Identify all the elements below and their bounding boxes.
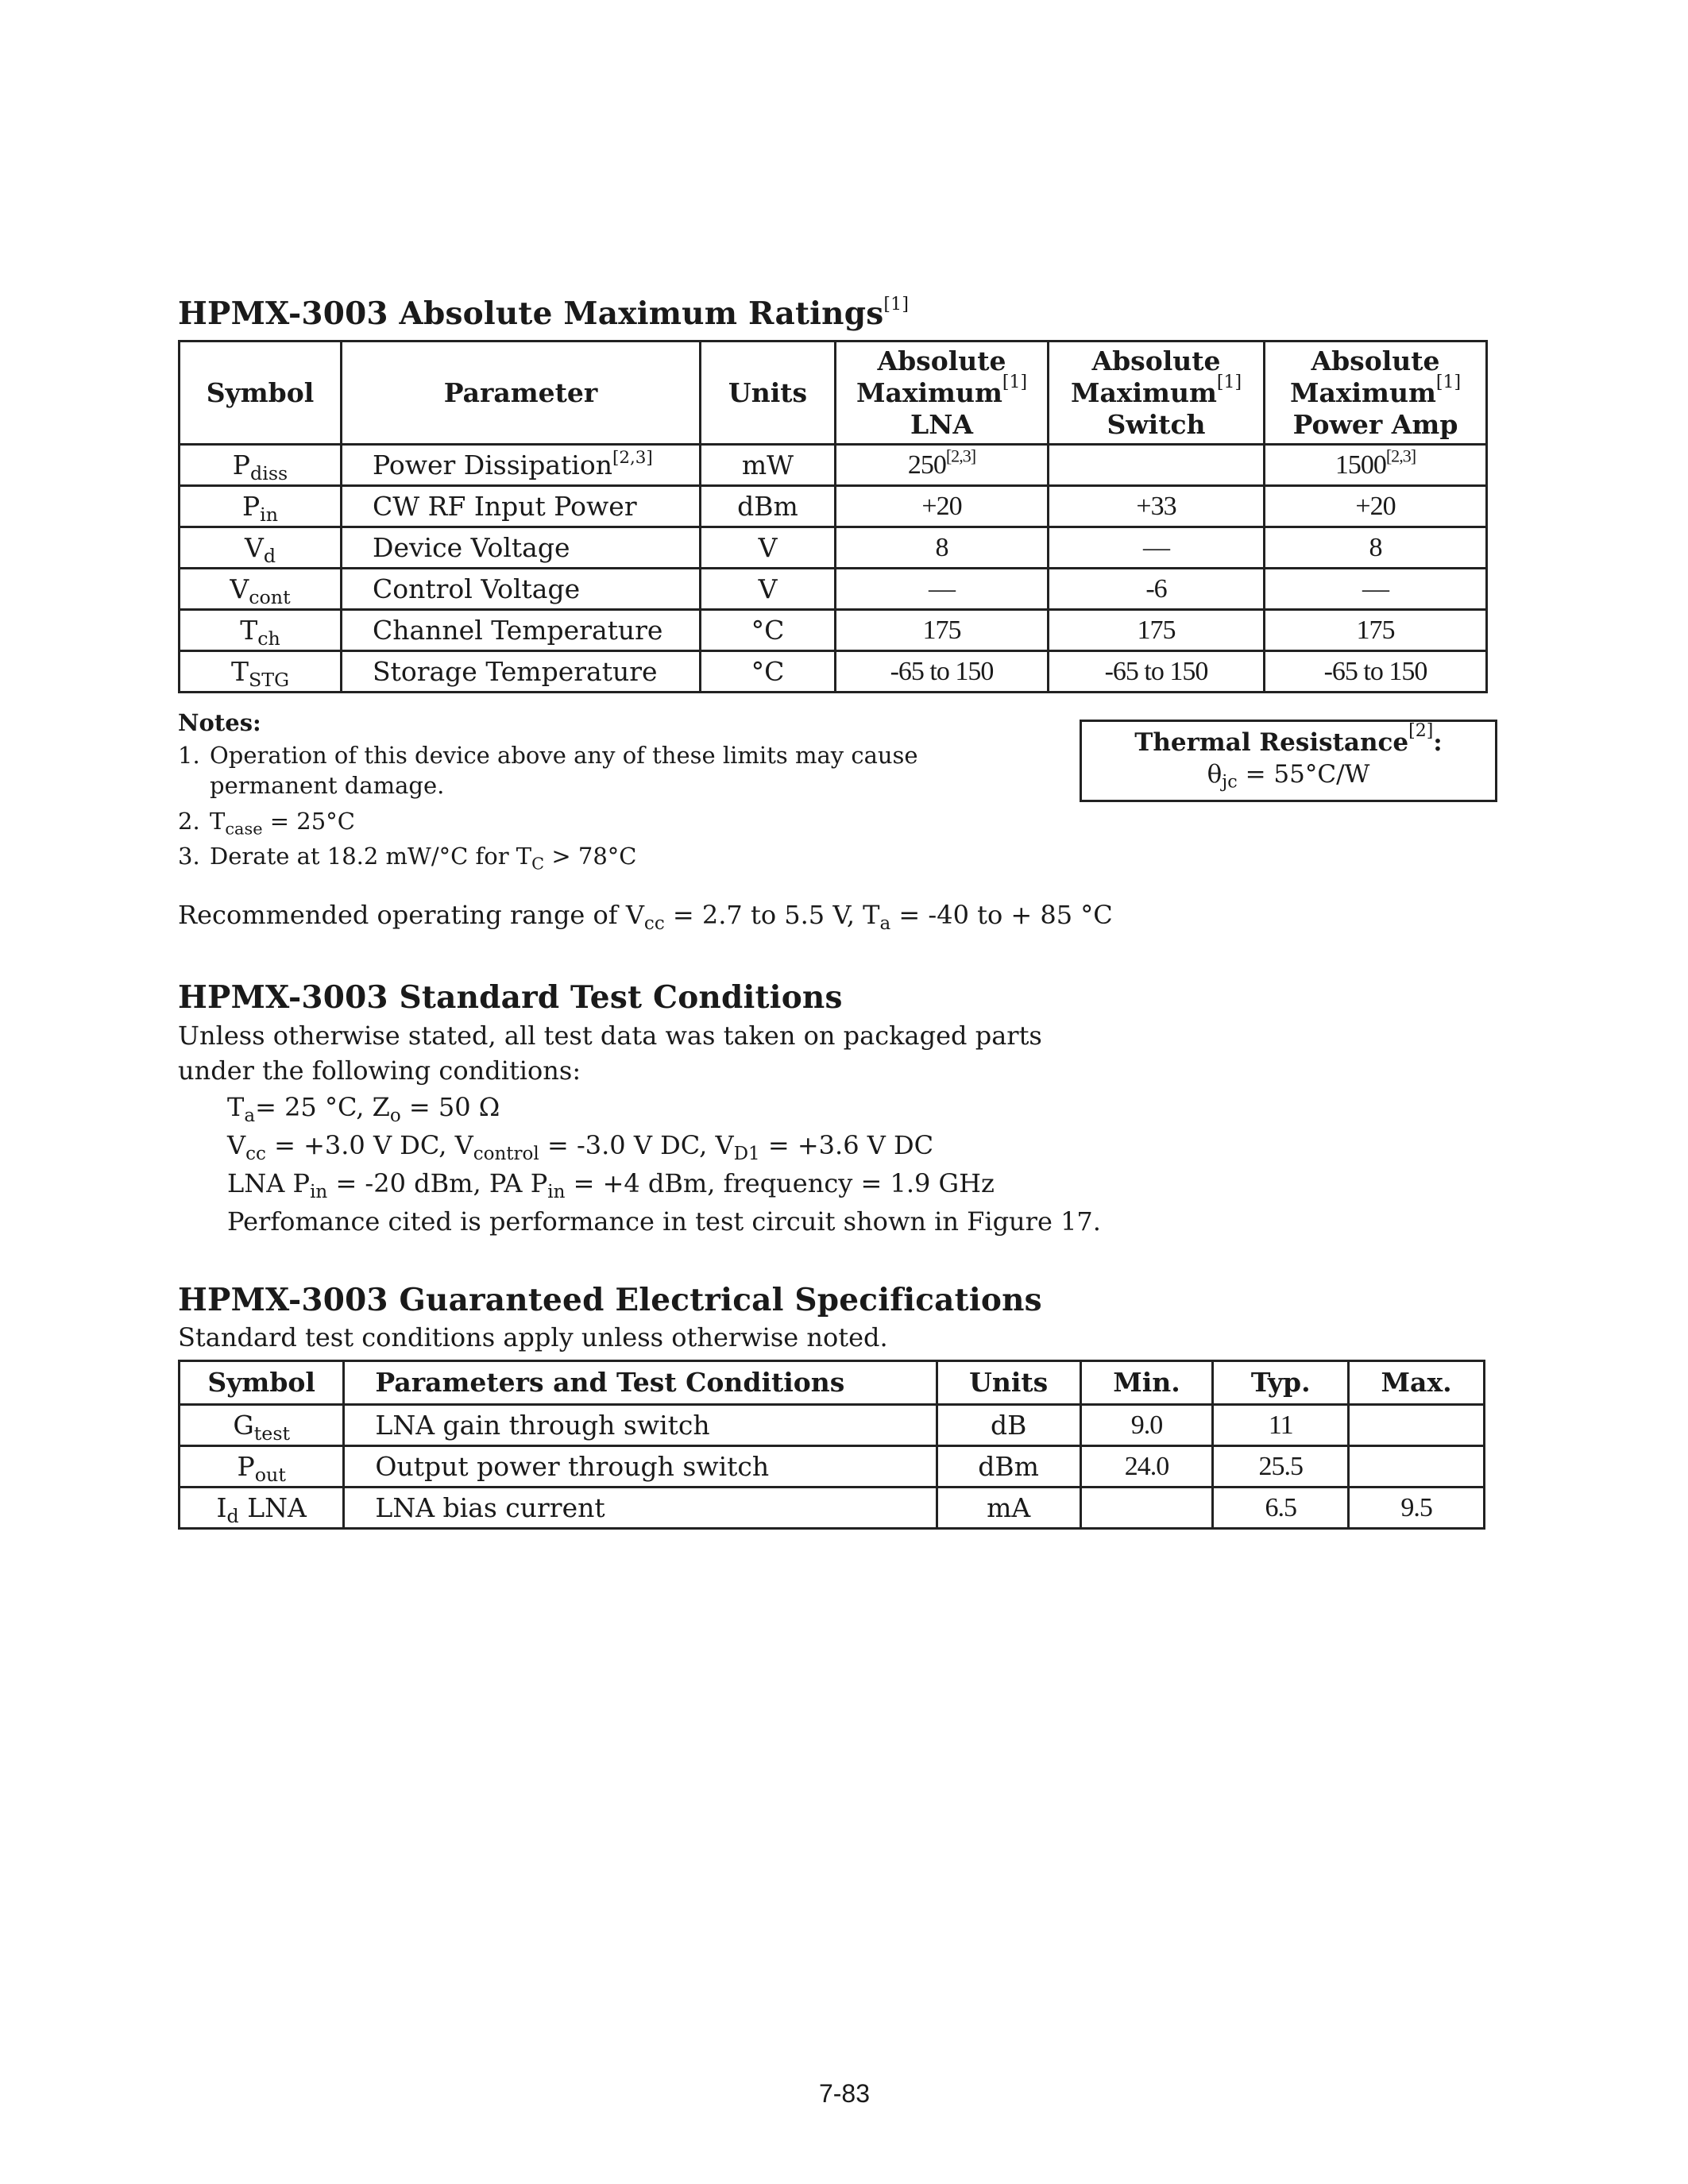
header-units: Units: [937, 1361, 1080, 1405]
note-3: 3. Derate at 18.2 mW/°C for $T_C > 78^\circ C$: [178, 843, 637, 874]
notes-heading: Notes:: [178, 709, 261, 736]
table-row: [180, 651, 1487, 693]
thermal-value: $\theta_{jc} = 55^\circ C/W$: [1207, 760, 1370, 793]
guaranteed-specs-subtitle: Standard test conditions apply unless otherwise noted.: [178, 1322, 888, 1352]
cell-parameter: Control Voltage: [342, 569, 701, 610]
notes-block: [178, 705, 1012, 874]
guaranteed-specs-table: [178, 1360, 1485, 1530]
cell-switch: +33: [1049, 486, 1265, 527]
guaranteed-specs-title: HPMX-3003 Guaranteed Electrical Specifications: [178, 1282, 1042, 1318]
cell-power-amp: -65 to 150: [1265, 651, 1487, 693]
header-power-amp: Absolute Maximum[1] Power Amp: [1265, 341, 1487, 445]
cell-lna: -65 to 150: [836, 651, 1049, 693]
page-number: 7-83: [818, 2079, 871, 2108]
cell-units: dBm: [937, 1446, 1080, 1488]
cell-lna: —: [836, 569, 1049, 610]
cell-units: mA: [937, 1488, 1080, 1529]
cell-parameter: Storage Temperature: [342, 651, 701, 693]
cell-power-amp: 1500[2,3]: [1265, 445, 1487, 486]
table-row: [180, 527, 1487, 569]
cell-units: mW: [701, 445, 836, 486]
cell-min: [1080, 1488, 1213, 1529]
cell-switch: -65 to 150: [1049, 651, 1265, 693]
cell-parameter: LNA bias current: [344, 1488, 937, 1529]
cell-units: °C: [701, 610, 836, 651]
cell-symbol: $I_d$ LNA: [180, 1488, 344, 1529]
cell-lna: 175: [836, 610, 1049, 651]
cell-units: V: [701, 527, 836, 569]
table-row: [180, 445, 1487, 486]
cell-symbol: $G_{test}$: [180, 1405, 344, 1446]
test-conditions-title: HPMX-3003 Standard Test Conditions: [178, 979, 843, 1016]
table-row: [180, 610, 1487, 651]
cell-switch: -6: [1049, 569, 1265, 610]
guaranteed-header-row: [180, 1361, 1485, 1405]
cell-units: V: [701, 569, 836, 610]
test-conditions-intro: Unless otherwise stated, all test data was taken on packaged parts under the following conditions:: [178, 1021, 1042, 1086]
header-min: Min.: [1080, 1361, 1213, 1405]
cell-parameter: LNA gain through switch: [344, 1405, 937, 1446]
header-parameter: Parameter: [342, 341, 701, 445]
cell-max: 9.5: [1349, 1488, 1485, 1529]
test-conditions-list: [227, 1088, 1101, 1241]
cell-parameter: Channel Temperature: [342, 610, 701, 651]
cell-units: °C: [701, 651, 836, 693]
cell-typ: 11: [1213, 1405, 1349, 1446]
note-1: 1. Operation of this device above any of these limits may cause permanent damage.: [178, 742, 918, 799]
cell-power-amp: —: [1265, 569, 1487, 610]
abs-max-header-row: [180, 341, 1487, 445]
cell-typ: 6.5: [1213, 1488, 1349, 1529]
cell-symbol: $V_{cont}$: [180, 569, 342, 610]
header-parameters: Parameters and Test Conditions: [344, 1361, 937, 1405]
table-row: [180, 1446, 1485, 1488]
condition-line: $V_{cc} = +3.0$ V DC, $V_{control} = -3.0$ V DC, $V_{D1} = +3.6$ V DC: [227, 1130, 934, 1164]
abs-max-table: [178, 340, 1488, 693]
cell-symbol: $T_{STG}$: [180, 651, 342, 693]
cell-parameter: Device Voltage: [342, 527, 701, 569]
cell-switch: 175: [1049, 610, 1265, 651]
cell-power-amp: 175: [1265, 610, 1487, 651]
cell-lna: +20: [836, 486, 1049, 527]
cell-typ: 25.5: [1213, 1446, 1349, 1488]
cell-min: 24.0: [1080, 1446, 1213, 1488]
cell-max: [1349, 1405, 1485, 1446]
cell-lna: 8: [836, 527, 1049, 569]
header-symbol: Symbol: [180, 341, 342, 445]
cell-units: dB: [937, 1405, 1080, 1446]
header-switch: Absolute Maximum[1] Switch: [1049, 341, 1265, 445]
operating-range: Recommended operating range of $V_{cc} = 2.7$ to 5.5 V, $T_a = -40$ to + 85 °C: [178, 900, 1113, 934]
cell-power-amp: 8: [1265, 527, 1487, 569]
table-row: [180, 1488, 1485, 1529]
header-symbol: Symbol: [180, 1361, 344, 1405]
cell-symbol: $P_{out}$: [180, 1446, 344, 1488]
note-2: 2. $T_{case} = 25^\circ C$: [178, 808, 355, 839]
header-units: Units: [701, 341, 836, 445]
cell-symbol: $P_{in}$: [180, 486, 342, 527]
cell-parameter: Output power through switch: [344, 1446, 937, 1488]
cell-switch: —: [1049, 527, 1265, 569]
cell-units: dBm: [701, 486, 836, 527]
header-lna: Absolute Maximum[1] LNA: [836, 341, 1049, 445]
table-row: [180, 486, 1487, 527]
cell-symbol: $V_d$: [180, 527, 342, 569]
header-typ: Typ.: [1213, 1361, 1349, 1405]
cell-parameter: CW RF Input Power: [342, 486, 701, 527]
cell-symbol: $T_{ch}$: [180, 610, 342, 651]
cell-lna: 250[2,3]: [836, 445, 1049, 486]
thermal-title: Thermal Resistance[2]:: [1134, 721, 1443, 757]
abs-max-title: HPMX-3003 Absolute Maximum Ratings[1]: [178, 295, 910, 332]
cell-switch: [1049, 445, 1265, 486]
condition-line: $T_a= 25$ °C, $Z_o = 50$ Ω: [227, 1092, 500, 1126]
cell-min: 9.0: [1080, 1405, 1213, 1446]
condition-line: Perfomance cited is performance in test circuit shown in Figure 17.: [227, 1206, 1101, 1237]
thermal-resistance-box: [1080, 720, 1497, 802]
table-row: [180, 569, 1487, 610]
cell-power-amp: +20: [1265, 486, 1487, 527]
header-max: Max.: [1349, 1361, 1485, 1405]
condition-line: LNA $P_{in} = -20$ dBm, PA $P_{in} = +4$ dBm, frequency = 1.9 GHz: [227, 1168, 995, 1202]
cell-max: [1349, 1446, 1485, 1488]
cell-parameter: Power Dissipation[2,3]: [342, 445, 701, 486]
cell-symbol: $P_{diss}$: [180, 445, 342, 486]
table-row: [180, 1405, 1485, 1446]
